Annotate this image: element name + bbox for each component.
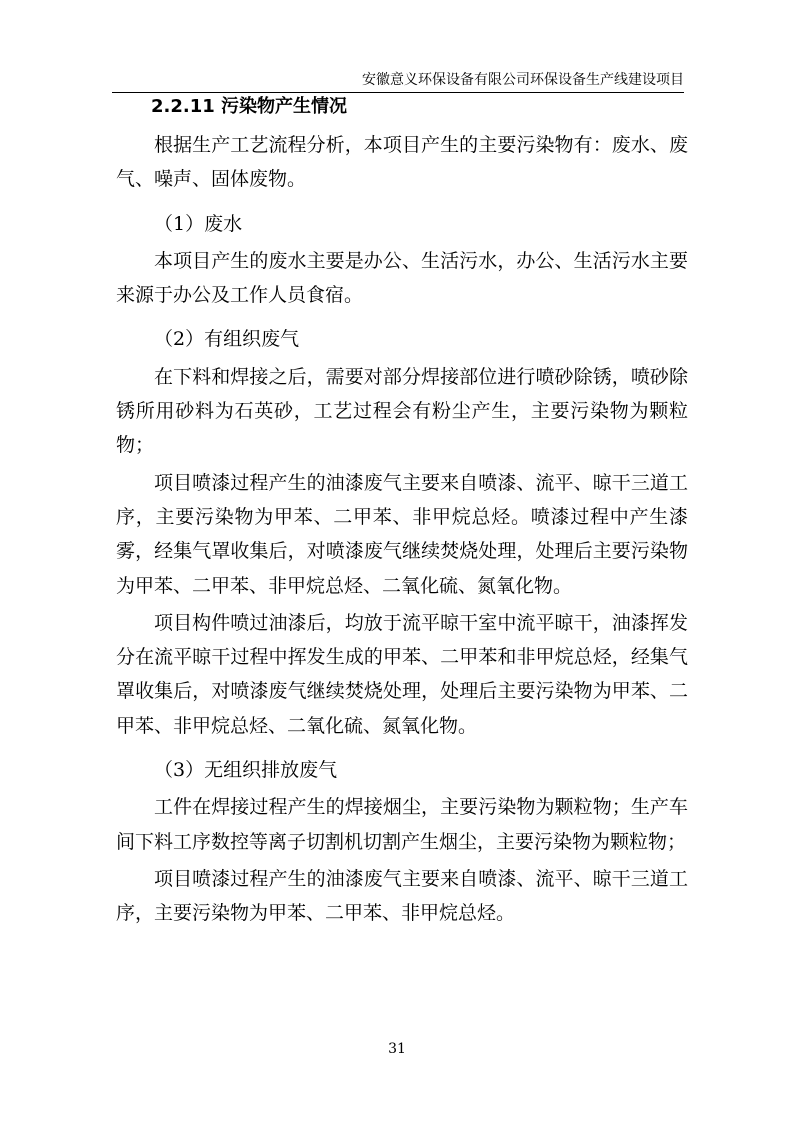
document-body [116, 94, 688, 934]
page-number: 31 [388, 1041, 406, 1057]
section-heading: 2.2.11 污染物产生情况 [151, 96, 348, 117]
subheading-wastewater: （1）废水 [154, 212, 243, 235]
fugitive-paint-paragraph: 项目喷漆过程产生的油漆废气主要来自喷漆、流平、晾干三道工序，主要污染物为甲苯、二甲苯、非甲烷总烃。 [116, 867, 688, 925]
wastewater-paragraph: 本项目产生的废水主要是办公、生活污水，办公、生活污水主要来源于办公及工作人员食宿。 [116, 249, 688, 307]
sandblasting-paragraph: 在下料和焊接之后，需要对部分焊接部位进行喷砂除锈，喷砂除锈所用砂料为石英砂，工艺过程会有粉尘产生，主要污染物为颗粒物； [116, 365, 688, 457]
subheading-fugitive-exhaust: （3）无组织排放废气 [154, 759, 338, 782]
drying-paragraph: 项目构件喷过油漆后，均放于流平晾干室中流平晾干，油漆挥发分在流平晾干过程中挥发生成的甲苯、二甲苯和非甲烷总烃，经集气罩收集后，对喷漆废气继续焚烧处理，处理后主要污染物为甲苯、二甲苯、非甲烷总烃、二氧化硫、氮氧化物。 [116, 611, 688, 737]
running-header: 安徽意义环保设备有限公司环保设备生产线建设项目 [112, 70, 684, 93]
welding-fume-paragraph: 工件在焊接过程产生的焊接烟尘，主要污染物为颗粒物；生产车间下料工序数控等离子切割机切割产生烟尘，主要污染物为颗粒物； [116, 796, 688, 853]
subheading-organized-exhaust: （2）有组织废气 [154, 328, 300, 351]
spray-paint-paragraph: 项目喷漆过程产生的油漆废气主要来自喷漆、流平、晾干三道工序，主要污染物为甲苯、二甲苯、非甲烷总烃。喷漆过程中产生漆雾，经集气罩收集后，对喷漆废气继续焚烧处理，处理后主要污染物为甲苯、二甲苯、非甲烷总烃、二氧化硫、氮氧化物。 [116, 471, 688, 597]
intro-paragraph: 根据生产工艺流程分析，本项目产生的主要污染物有：废水、废气、噪声、固体废物。 [116, 134, 688, 191]
